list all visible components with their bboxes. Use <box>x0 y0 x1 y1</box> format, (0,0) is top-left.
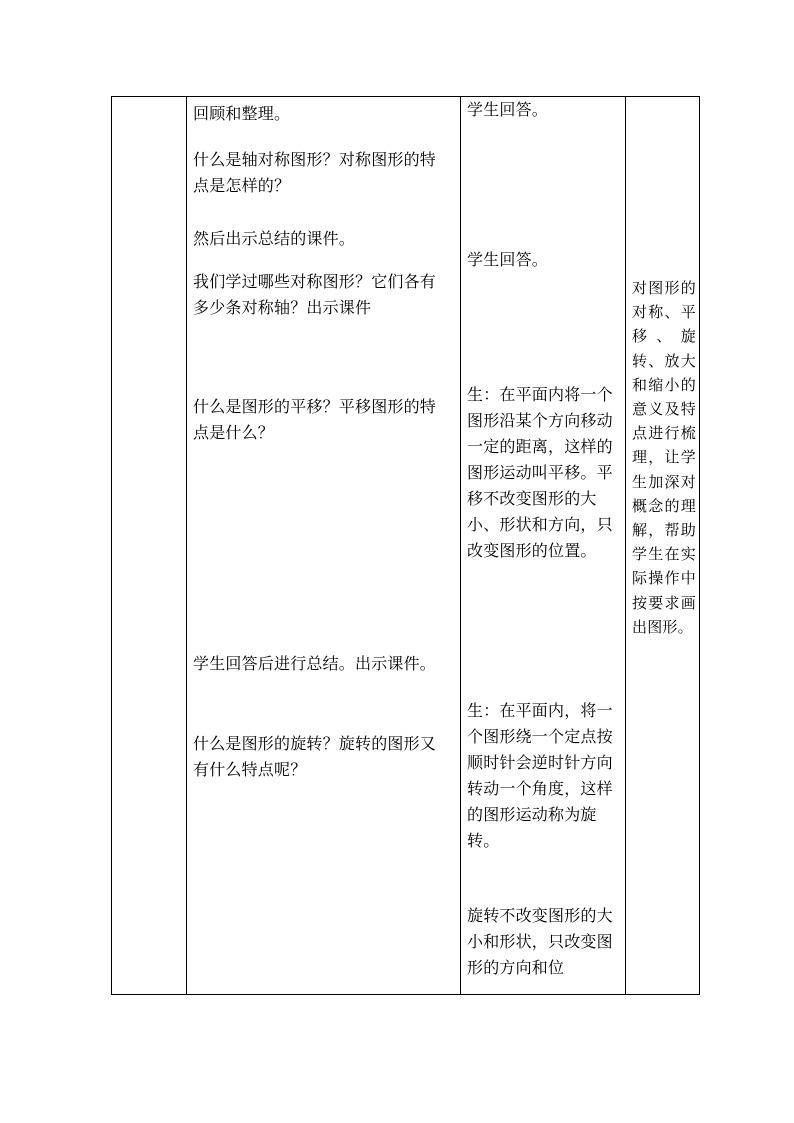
table-cell-stage <box>112 97 186 994</box>
teacher-text-translation: 什么是图形的平移？平移图形的特点是什么？ <box>193 397 437 442</box>
teacher-text-rotation: 什么是图形的旋转？旋转的图形又有什么特点呢？ <box>193 734 437 779</box>
student-text-translation-definition: 生：在平面内将一个图形沿某个方向移动一定的距离，这样的图形运动叫平移。平移不改变图形的大小、形状和方向，只改变图形的位置。 <box>467 385 613 560</box>
table-cell-teacher-activity <box>187 97 460 994</box>
lesson-table <box>111 96 700 995</box>
design-intent-text: 对图形的对称、平移、旋转、放大和缩小的意义及特点进行梳理，让学生加深对概念的理解，帮助学生在实际操作中按要求画出图形。 <box>632 279 696 636</box>
teacher-text-axial-symmetry: 什么是轴对称图形？对称图形的特点是怎样的？ <box>193 150 437 195</box>
teacher-text-symmetric-figures: 我们学过哪些对称图形？它们各有多少条对称轴？出示课件 <box>193 272 437 317</box>
table-cell-design-intent <box>626 97 701 994</box>
student-text-answer-1: 学生回答。 <box>467 100 549 119</box>
table-cell-student-activity <box>461 97 625 994</box>
student-text-rotation-definition: 生：在平面内，将一个图形绕一个定点按顺时针会逆时针方向转动一个角度，这样的图形运动称为旋转。 <box>467 701 613 850</box>
teacher-text-show-summary: 然后出示总结的课件。 <box>193 229 356 248</box>
teacher-text-review: 回顾和整理。 <box>193 104 291 123</box>
teacher-text-summarize: 学生回答后进行总结。出示课件。 <box>193 654 437 673</box>
student-text-rotation-properties: 旋转不改变图形的大小和形状，只改变图形的方向和位 <box>467 906 613 977</box>
student-text-answer-2: 学生回答。 <box>467 250 549 269</box>
